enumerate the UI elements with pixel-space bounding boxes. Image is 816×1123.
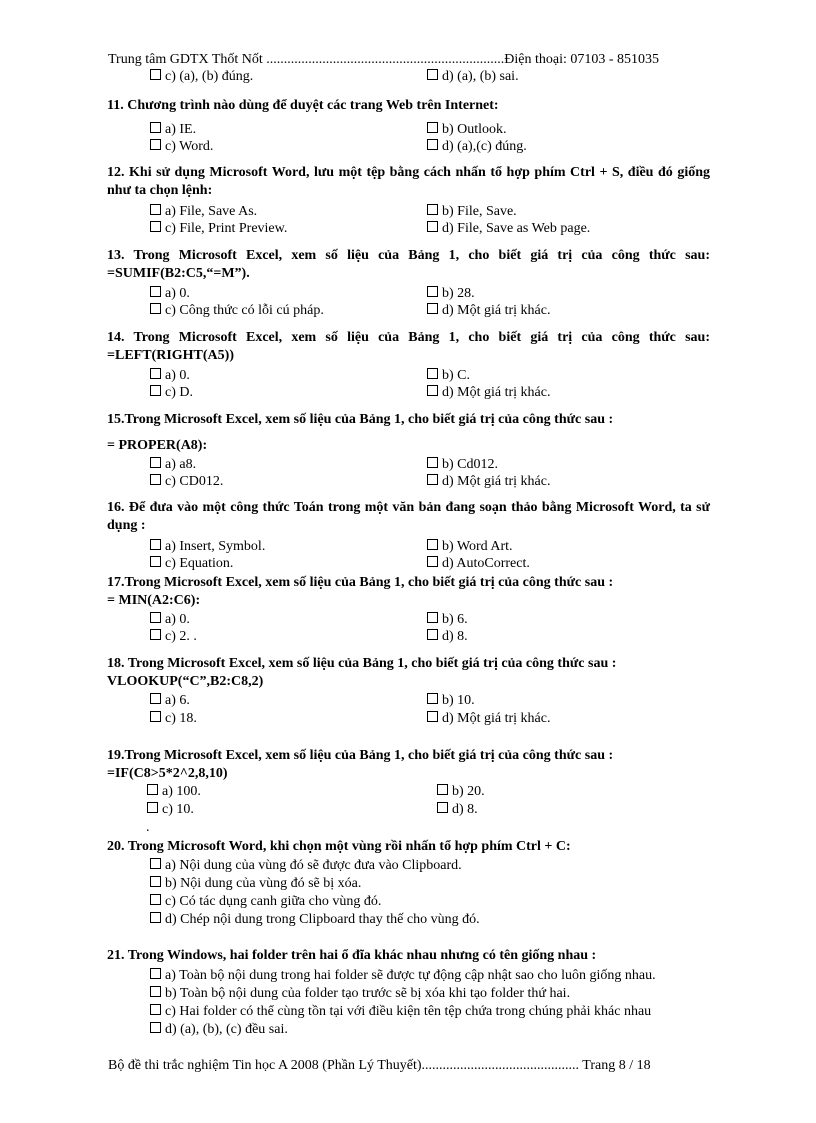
checkbox-icon[interactable] — [150, 139, 161, 150]
checkbox-icon[interactable] — [427, 629, 438, 640]
checkbox-icon[interactable] — [150, 693, 161, 704]
q21-option-b[interactable]: b) Toàn bộ nội dung của folder tạo trước sẽ bị xóa khi tạo folder thứ hai. — [150, 985, 570, 1002]
question-17-formula: = MIN(A2:C6): — [107, 593, 201, 608]
q16-option-d[interactable]: d) AutoCorrect. — [427, 555, 530, 572]
checkbox-icon[interactable] — [150, 303, 161, 314]
checkbox-icon[interactable] — [427, 693, 438, 704]
checkbox-icon[interactable] — [150, 69, 161, 80]
checkbox-icon[interactable] — [427, 612, 438, 623]
checkbox-icon[interactable] — [427, 139, 438, 150]
question-15-formula: = PROPER(A8): — [107, 438, 208, 453]
checkbox-icon[interactable] — [150, 612, 161, 623]
checkbox-icon[interactable] — [150, 629, 161, 640]
checkbox-icon[interactable] — [147, 802, 158, 813]
question-15: 15.Trong Microsoft Excel, xem số liệu của Bảng 1, cho biết giá trị của công thức sau : — [107, 412, 614, 427]
checkbox-icon[interactable] — [427, 457, 438, 468]
checkbox-icon[interactable] — [150, 204, 161, 215]
q10-option-d[interactable]: d) (a), (b) sai. — [427, 68, 519, 85]
checkbox-icon[interactable] — [427, 221, 438, 232]
q21-option-c[interactable]: c) Hai folder có thể cùng tồn tại với điều kiện tên tệp chứa trong chúng phải khác nhau — [150, 1003, 651, 1020]
q17-option-d[interactable]: d) 8. — [427, 628, 468, 645]
q15-option-b[interactable]: b) Cd012. — [427, 456, 498, 473]
q18-option-b[interactable]: b) 10. — [427, 692, 475, 709]
page-footer: Bộ đề thi trắc nghiệm Tin học A 2008 (Phần Lý Thuyết)............................................. Trang 8 / 18 — [108, 1058, 651, 1073]
q11-option-c[interactable]: c) Word. — [150, 138, 213, 155]
question-17: 17.Trong Microsoft Excel, xem số liệu của Bảng 1, cho biết giá trị của công thức sau : — [107, 575, 614, 590]
checkbox-icon[interactable] — [427, 556, 438, 567]
q11-option-d[interactable]: d) (a),(c) đúng. — [427, 138, 527, 155]
q21-option-d[interactable]: d) (a), (b), (c) đều sai. — [150, 1021, 288, 1038]
q17-option-c[interactable]: c) 2. . — [150, 628, 197, 645]
q19-option-d[interactable]: d) 8. — [437, 801, 478, 818]
checkbox-icon[interactable] — [150, 539, 161, 550]
question-12: 12. Khi sử dụng Microsoft Word, lưu một tệp bằng cách nhấn tổ hợp phím Ctrl + S, điều đó giống như ta chọn lệnh: — [107, 165, 710, 198]
q15-option-c[interactable]: c) CD012. — [150, 473, 223, 490]
q20-option-c[interactable]: c) Có tác dụng canh giữa cho vùng đó. — [150, 893, 381, 910]
stray-period: . — [146, 820, 150, 835]
checkbox-icon[interactable] — [427, 286, 438, 297]
q12-option-a[interactable]: a) File, Save As. — [150, 203, 257, 220]
checkbox-icon[interactable] — [150, 556, 161, 567]
q16-option-c[interactable]: c) Equation. — [150, 555, 233, 572]
q13-option-a[interactable]: a) 0. — [150, 285, 190, 302]
q13-option-b[interactable]: b) 28. — [427, 285, 475, 302]
q14-option-a[interactable]: a) 0. — [150, 367, 190, 384]
checkbox-icon[interactable] — [437, 802, 448, 813]
checkbox-icon[interactable] — [150, 286, 161, 297]
q11-option-b[interactable]: b) Outlook. — [427, 121, 507, 138]
checkbox-icon[interactable] — [427, 539, 438, 550]
checkbox-icon[interactable] — [427, 69, 438, 80]
q14-option-b[interactable]: b) C. — [427, 367, 470, 384]
checkbox-icon[interactable] — [427, 385, 438, 396]
checkbox-icon[interactable] — [150, 876, 161, 887]
q19-option-b[interactable]: b) 20. — [437, 783, 485, 800]
q16-option-a[interactable]: a) Insert, Symbol. — [150, 538, 265, 555]
q16-option-b[interactable]: b) Word Art. — [427, 538, 513, 555]
q13-option-c[interactable]: c) Công thức có lỗi cú pháp. — [150, 302, 324, 319]
question-19-formula: =IF(C8>5*2^2,8,10) — [107, 766, 228, 781]
checkbox-icon[interactable] — [150, 968, 161, 979]
checkbox-icon[interactable] — [150, 122, 161, 133]
checkbox-icon[interactable] — [427, 368, 438, 379]
question-18: 18. Trong Microsoft Excel, xem số liệu của Bảng 1, cho biết giá trị của công thức sau : — [107, 656, 617, 671]
question-16: 16. Để đưa vào một công thức Toán trong một văn bản đang soạn thảo bằng Microsoft Word, ta sử dụng : — [107, 500, 710, 533]
checkbox-icon[interactable] — [427, 303, 438, 314]
q14-option-d[interactable]: d) Một giá trị khác. — [427, 384, 550, 401]
q18-option-d[interactable]: d) Một giá trị khác. — [427, 710, 550, 727]
q18-option-a[interactable]: a) 6. — [150, 692, 190, 709]
checkbox-icon[interactable] — [150, 858, 161, 869]
checkbox-icon[interactable] — [437, 784, 448, 795]
q20-option-a[interactable]: a) Nội dung của vùng đó sẽ được đưa vào Clipboard. — [150, 857, 462, 874]
q13-option-d[interactable]: d) Một giá trị khác. — [427, 302, 550, 319]
question-18-formula: VLOOKUP(“C”,B2:C8,2) — [107, 674, 264, 689]
q17-option-b[interactable]: b) 6. — [427, 611, 468, 628]
checkbox-icon[interactable] — [150, 912, 161, 923]
question-13: 13. Trong Microsoft Excel, xem số liệu của Bảng 1, cho biết giá trị của công thức sau: =SUMIF(B2:C5,“=M”). — [107, 248, 710, 281]
checkbox-icon[interactable] — [150, 221, 161, 232]
q10-option-c[interactable]: c) (a), (b) đúng. — [150, 68, 253, 85]
checkbox-icon[interactable] — [150, 474, 161, 485]
q14-option-c[interactable]: c) D. — [150, 384, 193, 401]
q18-option-c[interactable]: c) 18. — [150, 710, 197, 727]
q15-option-a[interactable]: a) a8. — [150, 456, 196, 473]
checkbox-icon[interactable] — [150, 368, 161, 379]
question-11: 11. Chương trình nào dùng để duyệt các trang Web trên Internet: — [107, 98, 499, 113]
q12-option-d[interactable]: d) File, Save as Web page. — [427, 220, 590, 237]
q20-option-b[interactable]: b) Nội dung của vùng đó sẽ bị xóa. — [150, 875, 361, 892]
checkbox-icon[interactable] — [427, 474, 438, 485]
checkbox-icon[interactable] — [150, 711, 161, 722]
checkbox-icon[interactable] — [427, 711, 438, 722]
checkbox-icon[interactable] — [150, 894, 161, 905]
q15-option-d[interactable]: d) Một giá trị khác. — [427, 473, 550, 490]
checkbox-icon[interactable] — [150, 1004, 161, 1015]
q12-option-b[interactable]: b) File, Save. — [427, 203, 517, 220]
q11-option-a[interactable]: a) IE. — [150, 121, 196, 138]
q21-option-a[interactable]: a) Toàn bộ nội dung trong hai folder sẽ được tự động cập nhật sao cho luôn giống nhau. — [150, 967, 656, 984]
question-20: 20. Trong Microsoft Word, khi chọn một vùng rồi nhấn tổ hợp phím Ctrl + C: — [107, 839, 571, 854]
q19-option-c[interactable]: c) 10. — [147, 801, 194, 818]
q17-option-a[interactable]: a) 0. — [150, 611, 190, 628]
checkbox-icon[interactable] — [150, 457, 161, 468]
q20-option-d[interactable]: d) Chép nội dung trong Clipboard thay thế cho vùng đó. — [150, 911, 480, 928]
checkbox-icon[interactable] — [150, 986, 161, 997]
question-19: 19.Trong Microsoft Excel, xem số liệu của Bảng 1, cho biết giá trị của công thức sau : — [107, 748, 614, 763]
checkbox-icon[interactable] — [150, 385, 161, 396]
checkbox-icon[interactable] — [427, 122, 438, 133]
q12-option-c[interactable]: c) File, Print Preview. — [150, 220, 287, 237]
question-21: 21. Trong Windows, hai folder trên hai ổ đĩa khác nhau nhưng có tên giống nhau : — [107, 948, 597, 963]
question-14: 14. Trong Microsoft Excel, xem số liệu của Bảng 1, cho biết giá trị của công thức sau: =LEFT(RIGHT(A5)) — [107, 330, 710, 363]
q19-option-a[interactable]: a) 100. — [147, 783, 201, 800]
checkbox-icon[interactable] — [150, 1022, 161, 1033]
checkbox-icon[interactable] — [427, 204, 438, 215]
checkbox-icon[interactable] — [147, 784, 158, 795]
page-header: Trung tâm GDTX Thốt Nốt ....................................................................Điện thoại: 07103 - 851035 — [108, 52, 660, 67]
